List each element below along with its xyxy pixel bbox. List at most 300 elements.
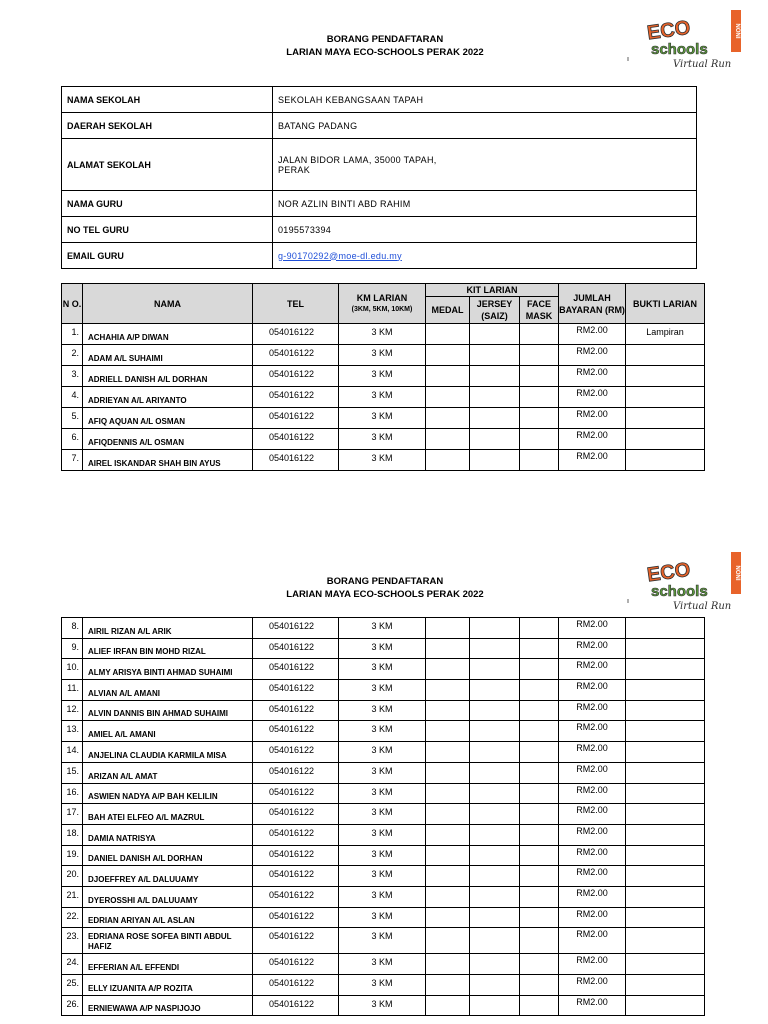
cell-km: 3 KM xyxy=(339,804,426,825)
cell-no: 15. xyxy=(62,762,83,783)
cell-no: 4. xyxy=(62,387,83,408)
cell-tel: 054016122 xyxy=(253,954,339,975)
info-label: ALAMAT SEKOLAH xyxy=(62,139,273,191)
table-row xyxy=(62,324,705,345)
cell-nama: ADRIELL DANISH A/L DORHAN xyxy=(83,366,253,387)
cell-nama: EFFERIAN A/L EFFENDI xyxy=(83,954,253,975)
cell-tel: 054016122 xyxy=(253,845,339,866)
info-row-phone xyxy=(62,217,697,243)
cell-bukti xyxy=(626,450,705,471)
info-row-email xyxy=(62,243,697,269)
table-header-row xyxy=(62,284,705,297)
info-value-email xyxy=(273,243,697,269)
participant-table-page-1 xyxy=(61,283,705,471)
info-label: DAERAH SEKOLAH xyxy=(62,113,273,139)
cell-no: 22. xyxy=(62,907,83,928)
cell-no: 10. xyxy=(62,659,83,680)
cell-km: 3 KM xyxy=(339,450,426,471)
cell-tel: 054016122 xyxy=(253,907,339,928)
cell-no: 1. xyxy=(62,324,83,345)
cell-jersey xyxy=(470,324,520,345)
cell-face-mask xyxy=(520,659,559,680)
cell-jersey xyxy=(470,659,520,680)
cell-medal xyxy=(426,659,470,680)
table-row xyxy=(62,345,705,366)
cell-km: 3 KM xyxy=(339,387,426,408)
cell-face-mask xyxy=(520,995,559,1016)
info-value-address xyxy=(273,139,697,191)
cell-nama: ADAM A/L SUHAIMI xyxy=(83,345,253,366)
cell-nama: ELLY IZUANITA A/P ROZITA xyxy=(83,975,253,996)
cell-face-mask xyxy=(520,886,559,907)
cell-jumlah: RM2.00 xyxy=(559,366,626,387)
cell-jumlah: RM2.00 xyxy=(559,700,626,721)
cell-medal xyxy=(426,618,470,639)
cell-no: 5. xyxy=(62,408,83,429)
cell-jumlah: RM2.00 xyxy=(559,680,626,701)
cell-tel: 054016122 xyxy=(253,762,339,783)
header-jersey: JERSEY (SAIZ) xyxy=(470,297,520,324)
cell-medal xyxy=(426,408,470,429)
cell-jumlah: RM2.00 xyxy=(559,618,626,639)
table-row xyxy=(62,618,705,639)
table-row xyxy=(62,907,705,928)
cell-jersey xyxy=(470,366,520,387)
cell-km: 3 KM xyxy=(339,954,426,975)
cell-jumlah: RM2.00 xyxy=(559,886,626,907)
eco-schools-virtual-run-logo xyxy=(643,10,743,72)
table-row xyxy=(62,804,705,825)
logo-icon xyxy=(643,552,743,614)
cell-face-mask xyxy=(520,345,559,366)
table-row xyxy=(62,866,705,887)
table-row xyxy=(62,954,705,975)
cell-face-mask xyxy=(520,680,559,701)
table-row xyxy=(62,450,705,471)
cell-nama: DANIEL DANISH A/L DORHAN xyxy=(83,845,253,866)
cell-jumlah: RM2.00 xyxy=(559,824,626,845)
cell-jumlah: RM2.00 xyxy=(559,408,626,429)
cell-tel: 054016122 xyxy=(253,783,339,804)
logo-icon xyxy=(643,10,743,72)
table-row xyxy=(62,408,705,429)
cell-medal xyxy=(426,824,470,845)
svg-text:schools: schools xyxy=(651,41,708,58)
cell-medal xyxy=(426,721,470,742)
cell-jumlah: RM2.00 xyxy=(559,804,626,825)
header-nama: NAMA xyxy=(83,284,253,324)
cell-km: 3 KM xyxy=(339,366,426,387)
cell-jumlah: RM2.00 xyxy=(559,762,626,783)
cell-tel: 054016122 xyxy=(253,742,339,763)
cell-jumlah: RM2.00 xyxy=(559,429,626,450)
cell-medal xyxy=(426,845,470,866)
cell-jumlah: RM2.00 xyxy=(559,995,626,1016)
cell-km: 3 KM xyxy=(339,345,426,366)
cell-jumlah: RM2.00 xyxy=(559,907,626,928)
cell-tel: 054016122 xyxy=(253,928,339,954)
cell-tel: 054016122 xyxy=(253,680,339,701)
cell-bukti xyxy=(626,762,705,783)
cell-no: 24. xyxy=(62,954,83,975)
cell-medal xyxy=(426,680,470,701)
school-info-table xyxy=(61,86,697,269)
cell-tel: 054016122 xyxy=(253,324,339,345)
cell-bukti xyxy=(626,700,705,721)
cell-tel: 054016122 xyxy=(253,429,339,450)
cell-no: 14. xyxy=(62,742,83,763)
table-row xyxy=(62,886,705,907)
info-row-address xyxy=(62,139,697,191)
info-row-district xyxy=(62,113,697,139)
cell-no: 23. xyxy=(62,928,83,954)
cell-bukti xyxy=(626,429,705,450)
cell-km: 3 KM xyxy=(339,907,426,928)
cell-tel: 054016122 xyxy=(253,886,339,907)
cell-no: 17. xyxy=(62,804,83,825)
cell-face-mask xyxy=(520,387,559,408)
cell-face-mask xyxy=(520,618,559,639)
cell-jumlah: RM2.00 xyxy=(559,387,626,408)
header-km-label: KM LARIAN xyxy=(356,292,408,303)
cell-jersey xyxy=(470,995,520,1016)
cell-nama: DAMIA NATRISYA xyxy=(83,824,253,845)
cell-no: 18. xyxy=(62,824,83,845)
table-row xyxy=(62,366,705,387)
cell-km: 3 KM xyxy=(339,783,426,804)
cell-jersey xyxy=(470,928,520,954)
cell-nama: BAH ATEI ELFEO A/L MAZRUL xyxy=(83,804,253,825)
info-row-school-name xyxy=(62,87,697,113)
cell-face-mask xyxy=(520,928,559,954)
eco-schools-virtual-run-logo xyxy=(643,552,743,614)
cell-bukti xyxy=(626,954,705,975)
cell-jersey xyxy=(470,387,520,408)
cell-bukti xyxy=(626,845,705,866)
cell-face-mask xyxy=(520,742,559,763)
cell-face-mask xyxy=(520,907,559,928)
cell-nama: ERNIEWAWA A/P NASPIJOJO xyxy=(83,995,253,1016)
cell-jersey xyxy=(470,866,520,887)
cell-face-mask xyxy=(520,954,559,975)
cell-no: 3. xyxy=(62,366,83,387)
cell-jersey xyxy=(470,638,520,659)
cell-km: 3 KM xyxy=(339,721,426,742)
info-label: EMAIL GURU xyxy=(62,243,273,269)
cell-medal xyxy=(426,366,470,387)
cell-face-mask xyxy=(520,408,559,429)
cell-jersey xyxy=(470,408,520,429)
cell-no: 19. xyxy=(62,845,83,866)
svg-text:Virtual Run: Virtual Run xyxy=(673,59,732,70)
cell-medal xyxy=(426,954,470,975)
cell-bukti xyxy=(626,680,705,701)
svg-text:Virtual Run: Virtual Run xyxy=(673,601,732,612)
cell-bukti xyxy=(626,387,705,408)
table-row xyxy=(62,762,705,783)
cell-nama: DYEROSSHI A/L DALUUAMY xyxy=(83,886,253,907)
cell-tel: 054016122 xyxy=(253,345,339,366)
cell-tel: 054016122 xyxy=(253,450,339,471)
info-row-teacher xyxy=(62,191,697,217)
cell-face-mask xyxy=(520,450,559,471)
table-row xyxy=(62,721,705,742)
cell-medal xyxy=(426,866,470,887)
divider-mark xyxy=(627,599,629,603)
table-row xyxy=(62,995,705,1016)
cell-nama: ASWIEN NADYA A/P BAH KELILIN xyxy=(83,783,253,804)
cell-no: 8. xyxy=(62,618,83,639)
cell-bukti xyxy=(626,366,705,387)
table-row xyxy=(62,824,705,845)
cell-no: 20. xyxy=(62,866,83,887)
table-row xyxy=(62,928,705,954)
header-km-sub: (3KM, 5KM, 10KM) xyxy=(351,305,413,313)
cell-jersey xyxy=(470,975,520,996)
cell-km: 3 KM xyxy=(339,845,426,866)
table-row xyxy=(62,387,705,408)
cell-jersey xyxy=(470,954,520,975)
cell-tel: 054016122 xyxy=(253,866,339,887)
cell-jumlah: RM2.00 xyxy=(559,721,626,742)
cell-jersey xyxy=(470,886,520,907)
email-link[interactable]: g-90170292@moe-dl.edu.my xyxy=(278,250,402,261)
cell-jumlah: RM2.00 xyxy=(559,845,626,866)
cell-nama: DJOEFFREY A/L DALUUAMY xyxy=(83,866,253,887)
info-value: SEKOLAH KEBANGSAAN TAPAH xyxy=(273,87,697,113)
cell-jumlah: RM2.00 xyxy=(559,324,626,345)
cell-medal xyxy=(426,700,470,721)
cell-jersey xyxy=(470,907,520,928)
svg-text:schools: schools xyxy=(651,583,708,600)
form-title-line2: LARIAN MAYA ECO-SCHOOLS PERAK 2022 xyxy=(286,589,484,600)
cell-nama: ALIEF IRFAN BIN MOHD RIZAL xyxy=(83,638,253,659)
header-jumlah: JUMLAH BAYARAN (RM) xyxy=(559,284,626,324)
header-no: N O. xyxy=(62,284,83,324)
cell-jumlah: RM2.00 xyxy=(559,783,626,804)
cell-bukti xyxy=(626,742,705,763)
header-bukti: BUKTI LARIAN xyxy=(626,284,705,324)
cell-jumlah: RM2.00 xyxy=(559,450,626,471)
cell-jumlah: RM2.00 xyxy=(559,975,626,996)
cell-medal xyxy=(426,783,470,804)
cell-km: 3 KM xyxy=(339,324,426,345)
cell-nama: AMIEL A/L AMANI xyxy=(83,721,253,742)
info-value: BATANG PADANG xyxy=(273,113,697,139)
cell-jumlah: RM2.00 xyxy=(559,345,626,366)
cell-jumlah: RM2.00 xyxy=(559,638,626,659)
table-row xyxy=(62,783,705,804)
cell-km: 3 KM xyxy=(339,680,426,701)
svg-text:NONI: NONI xyxy=(734,565,740,581)
cell-medal xyxy=(426,804,470,825)
form-title-line1: BORANG PENDAFTARAN xyxy=(326,576,444,587)
cell-km: 3 KM xyxy=(339,638,426,659)
table-row xyxy=(62,845,705,866)
cell-tel: 054016122 xyxy=(253,638,339,659)
cell-jersey xyxy=(470,845,520,866)
cell-jersey xyxy=(470,429,520,450)
cell-km: 3 KM xyxy=(339,742,426,763)
header-tel: TEL xyxy=(253,284,339,324)
cell-km: 3 KM xyxy=(339,659,426,680)
cell-no: 2. xyxy=(62,345,83,366)
cell-no: 7. xyxy=(62,450,83,471)
cell-no: 12. xyxy=(62,700,83,721)
cell-km: 3 KM xyxy=(339,824,426,845)
cell-tel: 054016122 xyxy=(253,366,339,387)
cell-tel: 054016122 xyxy=(253,804,339,825)
cell-jersey xyxy=(470,700,520,721)
cell-tel: 054016122 xyxy=(253,700,339,721)
cell-medal xyxy=(426,450,470,471)
table-row xyxy=(62,680,705,701)
cell-medal xyxy=(426,429,470,450)
cell-medal xyxy=(426,345,470,366)
info-label: NO TEL GURU xyxy=(62,217,273,243)
form-page-2 xyxy=(0,545,768,1024)
cell-face-mask xyxy=(520,721,559,742)
cell-bukti xyxy=(626,618,705,639)
cell-jersey xyxy=(470,680,520,701)
cell-nama: AFIQDENNIS A/L OSMAN xyxy=(83,429,253,450)
header-medal: MEDAL xyxy=(426,297,470,324)
cell-nama: ANJELINA CLAUDIA KARMILA MISA xyxy=(83,742,253,763)
cell-km: 3 KM xyxy=(339,429,426,450)
cell-jumlah: RM2.00 xyxy=(559,954,626,975)
cell-medal xyxy=(426,387,470,408)
header-kit: KIT LARIAN xyxy=(426,284,559,297)
cell-nama: EDRIANA ROSE SOFEA BINTI ABDUL HAFIZ xyxy=(83,928,253,954)
cell-tel: 054016122 xyxy=(253,995,339,1016)
cell-nama: EDRIAN ARIYAN A/L ASLAN xyxy=(83,907,253,928)
cell-no: 6. xyxy=(62,429,83,450)
cell-face-mask xyxy=(520,866,559,887)
cell-face-mask xyxy=(520,824,559,845)
cell-nama: ALMY ARISYA BINTI AHMAD SUHAIMI xyxy=(83,659,253,680)
cell-jersey xyxy=(470,450,520,471)
cell-face-mask xyxy=(520,700,559,721)
cell-jumlah: RM2.00 xyxy=(559,659,626,680)
cell-no: 11. xyxy=(62,680,83,701)
cell-bukti xyxy=(626,804,705,825)
cell-nama: ARIZAN A/L AMAT xyxy=(83,762,253,783)
cell-nama: AIRIL RIZAN A/L ARIK xyxy=(83,618,253,639)
cell-medal xyxy=(426,638,470,659)
cell-jersey xyxy=(470,345,520,366)
table-row xyxy=(62,429,705,450)
cell-nama: ALVIN DANNIS BIN AHMAD SUHAIMI xyxy=(83,700,253,721)
cell-medal xyxy=(426,928,470,954)
cell-bukti xyxy=(626,345,705,366)
cell-km: 3 KM xyxy=(339,928,426,954)
form-title xyxy=(230,33,540,59)
cell-medal xyxy=(426,324,470,345)
info-label: NAMA SEKOLAH xyxy=(62,87,273,113)
cell-medal xyxy=(426,742,470,763)
address-line2: PERAK xyxy=(278,164,311,175)
cell-jersey xyxy=(470,762,520,783)
header-face-mask: FACE MASK xyxy=(520,297,559,324)
cell-tel: 054016122 xyxy=(253,824,339,845)
svg-text:NONI: NONI xyxy=(734,23,740,39)
cell-bukti: Lampiran xyxy=(626,324,705,345)
cell-bukti xyxy=(626,886,705,907)
cell-face-mask xyxy=(520,783,559,804)
cell-tel: 054016122 xyxy=(253,387,339,408)
cell-km: 3 KM xyxy=(339,995,426,1016)
cell-face-mask xyxy=(520,324,559,345)
cell-jumlah: RM2.00 xyxy=(559,742,626,763)
cell-bukti xyxy=(626,721,705,742)
cell-bukti xyxy=(626,907,705,928)
cell-face-mask xyxy=(520,762,559,783)
form-title-line1: BORANG PENDAFTARAN xyxy=(326,34,444,45)
cell-no: 13. xyxy=(62,721,83,742)
cell-face-mask xyxy=(520,366,559,387)
cell-no: 25. xyxy=(62,975,83,996)
cell-km: 3 KM xyxy=(339,618,426,639)
cell-face-mask xyxy=(520,975,559,996)
table-row xyxy=(62,700,705,721)
cell-km: 3 KM xyxy=(339,700,426,721)
cell-face-mask xyxy=(520,638,559,659)
info-label: NAMA GURU xyxy=(62,191,273,217)
cell-medal xyxy=(426,975,470,996)
cell-no: 9. xyxy=(62,638,83,659)
cell-jersey xyxy=(470,742,520,763)
cell-bukti xyxy=(626,928,705,954)
cell-bukti xyxy=(626,975,705,996)
cell-jumlah: RM2.00 xyxy=(559,866,626,887)
cell-tel: 054016122 xyxy=(253,975,339,996)
cell-tel: 054016122 xyxy=(253,721,339,742)
cell-bukti xyxy=(626,659,705,680)
cell-jersey xyxy=(470,721,520,742)
table-row xyxy=(62,975,705,996)
cell-km: 3 KM xyxy=(339,866,426,887)
cell-bukti xyxy=(626,638,705,659)
divider-mark xyxy=(627,57,629,61)
cell-tel: 054016122 xyxy=(253,408,339,429)
cell-no: 26. xyxy=(62,995,83,1016)
cell-jersey xyxy=(470,824,520,845)
address-line1: JALAN BIDOR LAMA, 35000 TAPAH, xyxy=(278,154,437,165)
info-value: 0195573394 xyxy=(273,217,697,243)
cell-no: 21. xyxy=(62,886,83,907)
cell-nama: ACHAHIA A/P DIWAN xyxy=(83,324,253,345)
cell-medal xyxy=(426,995,470,1016)
cell-nama: ADRIEYAN A/L ARIYANTO xyxy=(83,387,253,408)
cell-bukti xyxy=(626,995,705,1016)
svg-text:ECO: ECO xyxy=(645,16,692,45)
header-km xyxy=(339,284,426,324)
cell-km: 3 KM xyxy=(339,762,426,783)
cell-face-mask xyxy=(520,845,559,866)
cell-jersey xyxy=(470,783,520,804)
cell-km: 3 KM xyxy=(339,975,426,996)
cell-face-mask xyxy=(520,804,559,825)
form-title-line2: LARIAN MAYA ECO-SCHOOLS PERAK 2022 xyxy=(286,47,484,58)
cell-face-mask xyxy=(520,429,559,450)
cell-jumlah: RM2.00 xyxy=(559,928,626,954)
cell-no: 16. xyxy=(62,783,83,804)
cell-bukti xyxy=(626,824,705,845)
cell-nama: AFIQ AQUAN A/L OSMAN xyxy=(83,408,253,429)
cell-tel: 054016122 xyxy=(253,618,339,639)
cell-nama: AIREL ISKANDAR SHAH BIN AYUS xyxy=(83,450,253,471)
cell-tel: 054016122 xyxy=(253,659,339,680)
